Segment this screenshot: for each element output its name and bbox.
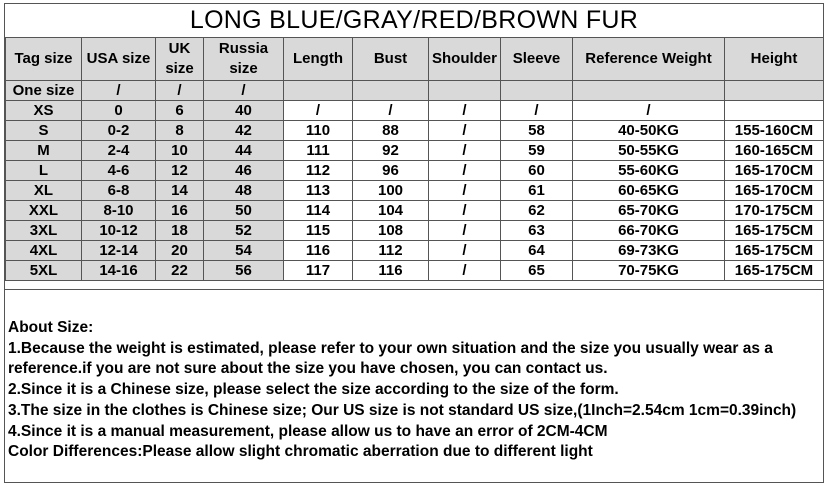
header-cell: Bust <box>353 38 429 81</box>
table-cell: 52 <box>204 221 284 241</box>
table-cell <box>573 81 725 101</box>
table-cell: 165-175CM <box>725 221 824 241</box>
table-cell: 18 <box>156 221 204 241</box>
table-cell: 40-50KG <box>573 121 725 141</box>
table-cell: 16 <box>156 201 204 221</box>
table-cell: L <box>6 161 82 181</box>
table-cell: / <box>429 121 501 141</box>
table-cell: 48 <box>204 181 284 201</box>
table-cell: 0 <box>82 101 156 121</box>
table-cell <box>429 81 501 101</box>
table-cell: / <box>429 181 501 201</box>
size-table <box>5 37 824 281</box>
table-cell: 59 <box>501 141 573 161</box>
chart-title: LONG BLUE/GRAY/RED/BROWN FUR <box>5 4 823 38</box>
table-cell: 50 <box>204 201 284 221</box>
table-cell: 42 <box>204 121 284 141</box>
table-cell: / <box>501 101 573 121</box>
table-cell: One size <box>6 81 82 101</box>
table-cell: 62 <box>501 201 573 221</box>
header-cell: Sleeve <box>501 38 573 81</box>
table-cell: 104 <box>353 201 429 221</box>
table-cell: / <box>429 141 501 161</box>
table-cell: M <box>6 141 82 161</box>
note-line: 1.Because the weight is estimated, please refer to your own situation and the size you usually wear as a reference.if you are not sure about the size you have chosen, you can contact us. <box>8 339 773 378</box>
table-cell: 14-16 <box>82 261 156 281</box>
table-cell: 44 <box>204 141 284 161</box>
header-cell: Tag size <box>6 38 82 81</box>
header-cell: Russia size <box>204 38 284 81</box>
table-cell: 170-175CM <box>725 201 824 221</box>
table-cell: / <box>429 221 501 241</box>
table-cell: 6-8 <box>82 181 156 201</box>
table-cell: 22 <box>156 261 204 281</box>
table-cell: 114 <box>284 201 353 221</box>
table-cell: 60 <box>501 161 573 181</box>
table-cell: S <box>6 121 82 141</box>
table-cell: 54 <box>204 241 284 261</box>
table-cell: 10 <box>156 141 204 161</box>
table-cell: 40 <box>204 101 284 121</box>
table-cell: / <box>82 81 156 101</box>
table-cell <box>353 81 429 101</box>
table-cell: 12 <box>156 161 204 181</box>
table-cell: 69-73KG <box>573 241 725 261</box>
table-cell: 88 <box>353 121 429 141</box>
table-cell: / <box>429 261 501 281</box>
table-cell: 8-10 <box>82 201 156 221</box>
table-cell: 14 <box>156 181 204 201</box>
table-cell: 20 <box>156 241 204 261</box>
table-cell: / <box>429 201 501 221</box>
table-cell: 96 <box>353 161 429 181</box>
note-line: 3.The size in the clothes is Chinese size; Our US size is not standard US size,(1Inch=2.54cm 1cm=0.39inch) <box>8 401 797 419</box>
table-cell: XS <box>6 101 82 121</box>
table-cell: 110 <box>284 121 353 141</box>
note-line: 4.Since it is a manual measurement, please allow us to have an error of 2CM-4CM <box>8 422 608 440</box>
table-cell: 0-2 <box>82 121 156 141</box>
table-cell: 165-175CM <box>725 261 824 281</box>
table-row <box>6 201 824 221</box>
table-cell: 112 <box>353 241 429 261</box>
table-cell: 165-170CM <box>725 161 824 181</box>
table-cell: 113 <box>284 181 353 201</box>
table-cell: 60-65KG <box>573 181 725 201</box>
table-row <box>6 121 824 141</box>
table-cell: 61 <box>501 181 573 201</box>
note-line: Color Differences:Please allow slight chromatic aberration due to different light <box>8 443 593 461</box>
table-cell: / <box>156 81 204 101</box>
table-cell: 65 <box>501 261 573 281</box>
table-cell: 165-175CM <box>725 241 824 261</box>
table-cell: / <box>429 101 501 121</box>
table-row <box>6 101 824 121</box>
table-row <box>6 81 824 101</box>
table-cell: 4-6 <box>82 161 156 181</box>
table-cell: 108 <box>353 221 429 241</box>
table-cell: / <box>429 241 501 261</box>
table-cell <box>725 101 824 121</box>
table-cell: 6 <box>156 101 204 121</box>
table-row <box>6 261 824 281</box>
header-cell: USA size <box>82 38 156 81</box>
table-cell: 8 <box>156 121 204 141</box>
table-row <box>6 161 824 181</box>
table-cell <box>501 81 573 101</box>
table-cell: 116 <box>353 261 429 281</box>
header-cell: Reference Weight <box>573 38 725 81</box>
table-row <box>6 181 824 201</box>
header-cell: Height <box>725 38 824 81</box>
table-cell: 50-55KG <box>573 141 725 161</box>
table-cell: 92 <box>353 141 429 161</box>
table-cell: 10-12 <box>82 221 156 241</box>
table-cell: XXL <box>6 201 82 221</box>
table-cell: / <box>204 81 284 101</box>
table-cell: / <box>284 101 353 121</box>
notes-heading: About Size: <box>8 319 94 336</box>
table-cell: 116 <box>284 241 353 261</box>
header-cell: Shoulder <box>429 38 501 81</box>
table-cell: 12-14 <box>82 241 156 261</box>
table-cell: / <box>573 101 725 121</box>
table-cell: 100 <box>353 181 429 201</box>
table-cell: 66-70KG <box>573 221 725 241</box>
table-cell: / <box>353 101 429 121</box>
table-row <box>6 141 824 161</box>
table-cell: 117 <box>284 261 353 281</box>
table-cell <box>284 81 353 101</box>
table-cell: 56 <box>204 261 284 281</box>
size-chart <box>4 3 824 483</box>
table-cell: 165-170CM <box>725 181 824 201</box>
table-cell <box>725 81 824 101</box>
note-line: 2.Since it is a Chinese size, please select the size according to the size of the form. <box>8 381 619 399</box>
table-cell: XL <box>6 181 82 201</box>
table-cell: 70-75KG <box>573 261 725 281</box>
table-cell: 155-160CM <box>725 121 824 141</box>
table-cell: 3XL <box>6 221 82 241</box>
header-row <box>6 38 824 81</box>
table-row <box>6 241 824 261</box>
table-cell: 46 <box>204 161 284 181</box>
size-notes <box>5 289 823 482</box>
table-cell: 63 <box>501 221 573 241</box>
header-cell: Length <box>284 38 353 81</box>
table-cell: 64 <box>501 241 573 261</box>
table-cell: 55-60KG <box>573 161 725 181</box>
table-cell: 115 <box>284 221 353 241</box>
table-cell: / <box>429 161 501 181</box>
table-cell: 112 <box>284 161 353 181</box>
table-row <box>6 221 824 241</box>
table-cell: 2-4 <box>82 141 156 161</box>
table-cell: 58 <box>501 121 573 141</box>
table-cell: 65-70KG <box>573 201 725 221</box>
table-cell: 111 <box>284 141 353 161</box>
table-cell: 5XL <box>6 261 82 281</box>
table-cell: 4XL <box>6 241 82 261</box>
table-cell: 160-165CM <box>725 141 824 161</box>
header-cell: UK size <box>156 38 204 81</box>
